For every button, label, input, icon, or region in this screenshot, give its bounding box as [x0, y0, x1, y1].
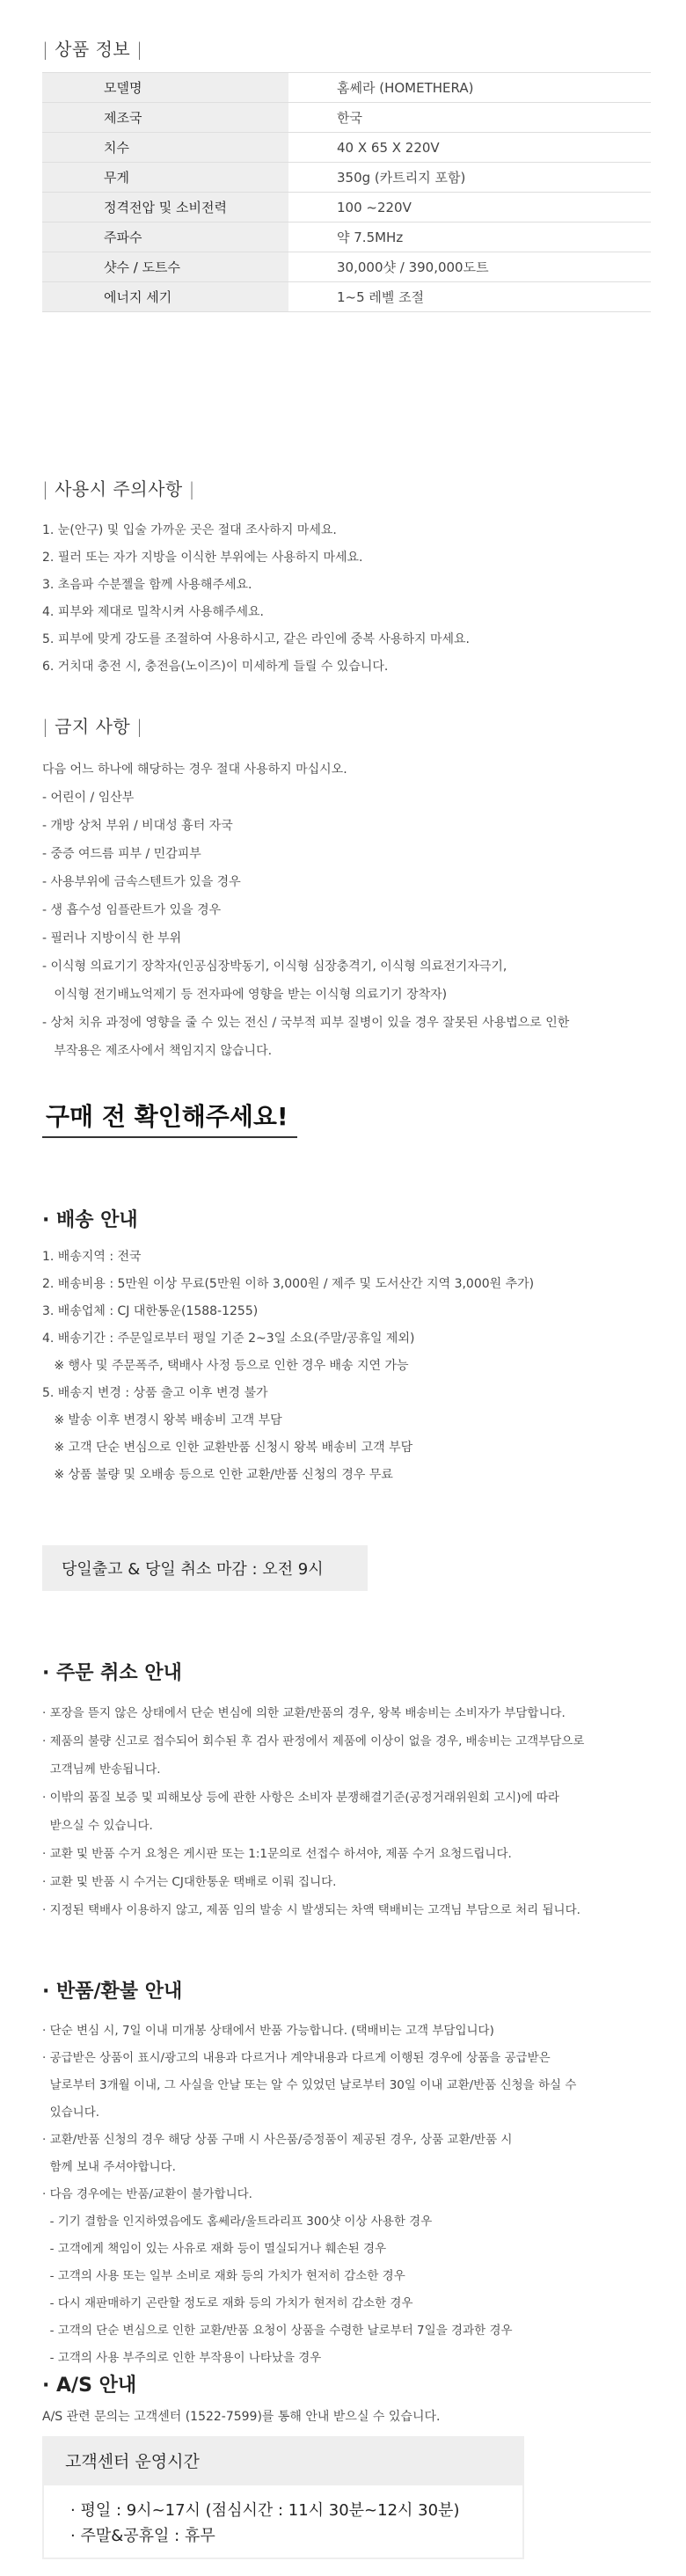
as-text: A/S 관련 문의는 고객센터 (1522-7599)를 통해 안내 받으실 수 있습니다.	[42, 2410, 441, 2424]
spec-value: 홈쎄라 (HOMETHERA)	[337, 80, 474, 96]
prohibition-title: | 금지 사항 |	[42, 716, 143, 737]
spec-label: 무게	[42, 163, 288, 192]
spec-row	[42, 252, 651, 282]
list-item: · 제품의 불량 신고로 접수되어 회수된 후 검사 판정에서 제품에 이상이 없을 경우, 배송비는 고객부담으로	[42, 1734, 585, 1748]
list-item: 함께 보내 주셔야합니다.	[42, 2160, 176, 2174]
list-item: · 단순 변심 시, 7일 이내 미개봉 상태에서 반품 가능합니다. (택배비는 고객 부담입니다)	[42, 2024, 494, 2038]
refund-list	[42, 2018, 658, 2372]
list-item: 5. 피부에 맞게 강도를 조절하여 사용하시고, 같은 라인에 중복 사용하지 마세요.	[42, 632, 471, 646]
as-title: · A/S 안내	[42, 2375, 137, 2397]
list-item: 1. 눈(안구) 및 입술 가까운 곳은 절대 조사하지 마세요.	[42, 523, 337, 537]
list-item: · 공급받은 상품이 표시/광고의 내용과 다르거나 계약내용과 다르게 이행된 경우에 상품을 공급받은	[42, 2051, 551, 2065]
product-info-title: | 상품 정보 |	[42, 39, 143, 60]
spec-label: 제조국	[42, 103, 288, 132]
cs-hours-weekend: · 주말&공휴일 : 휴무	[70, 2527, 215, 2545]
spec-row	[42, 163, 651, 193]
list-item: 1. 배송지역 : 전국	[42, 1250, 142, 1264]
cancel-list	[42, 1699, 658, 1924]
prohibition-list	[42, 755, 658, 1065]
list-item: 부작용은 제조사에서 책임지지 않습니다.	[42, 1044, 273, 1058]
spec-row	[42, 282, 651, 312]
list-item: 4. 배송기간 : 주문일로부터 평일 기준 2~3일 소요(주말/공휴일 제외)	[42, 1332, 415, 1346]
list-item: 2. 필러 또는 자가 지방을 이식한 부위에는 사용하지 마세요.	[42, 551, 363, 565]
spec-label: 정격전압 및 소비전력	[42, 193, 288, 222]
as-text-wrap	[42, 2405, 658, 2428]
list-item: - 고객의 단순 변심으로 인한 교환/반품 요청이 상품을 수령한 날로부터 7일을 경과한 경우	[42, 2324, 513, 2338]
list-item: - 사용부위에 금속스텐트가 있을 경우	[42, 875, 241, 889]
list-item: 3. 초음파 수분젤을 함께 사용해주세요.	[42, 578, 252, 592]
list-item: · 교환 및 반품 시 수거는 CJ대한통운 택배로 이뤄 집니다.	[42, 1875, 337, 1889]
list-item: - 필러나 지방이식 한 부위	[42, 931, 182, 945]
spec-row	[42, 193, 651, 223]
list-item: 4. 피부와 제대로 밀착시켜 사용해주세요.	[42, 605, 264, 619]
list-item: · 다음 경우에는 반품/교환이 불가합니다.	[42, 2187, 252, 2201]
cs-hours-title: 고객센터 운영시간	[42, 2436, 524, 2484]
list-item: - 어린이 / 임산부	[42, 791, 135, 805]
list-item: · 이밖의 품질 보증 및 피해보상 등에 관한 사항은 소비자 분쟁해결기준(공정거래위원회 고시)에 따라	[42, 1791, 559, 1805]
list-item: 이식형 전기배뇨억제기 등 전자파에 영향을 받는 이식형 의료기기 장착자)	[42, 988, 448, 1002]
spec-row	[42, 103, 651, 133]
spec-label: 에너지 세기	[42, 282, 288, 311]
list-item: 날로부터 3개월 이내, 그 사실을 안날 또는 알 수 있었던 날로부터 30일 이내 교환/반품 신청을 하실 수	[42, 2078, 577, 2092]
spec-value: 1~5 레벨 조절	[337, 289, 425, 305]
list-item: ※ 상품 불량 및 오배송 등으로 인한 교환/반품 신청의 경우 무료	[42, 1468, 393, 1482]
list-item: · 교환/반품 신청의 경우 해당 상품 구매 시 사은품/증정품이 제공된 경우, 상품 교환/반품 시	[42, 2133, 513, 2147]
spec-value: 한국	[337, 110, 362, 126]
list-item: 3. 배송업체 : CJ 대한통운(1588-1255)	[42, 1304, 259, 1318]
spec-value: 30,000샷 / 390,000도트	[337, 259, 489, 275]
spec-value: 100 ~220V	[337, 199, 412, 215]
list-item: 2. 배송비용 : 5만원 이상 무료(5만원 이하 3,000원 / 제주 및 도서산간 지역 3,000원 추가)	[42, 1277, 535, 1291]
prohibition-title-text: 금지 사항	[55, 716, 131, 737]
spec-row	[42, 133, 651, 163]
list-item: - 고객의 사용 부주의로 인한 부작용이 나타났을 경우	[42, 2351, 322, 2365]
spec-row	[42, 223, 651, 252]
cutoff-notice: 당일출고 & 당일 취소 마감 : 오전 9시	[42, 1545, 368, 1591]
spec-value: 350g (카트리지 포함)	[337, 170, 466, 186]
cs-hours-weekday: · 평일 : 9시~17시 (점심시간 : 11시 30분~12시 30분)	[70, 2501, 460, 2520]
list-item: · 포장을 뜯지 않은 상태에서 단순 변심에 의한 교환/반품의 경우, 왕복 배송비는 소비자가 부담합니다.	[42, 1706, 566, 1720]
product-info-title-text: 상품 정보	[55, 39, 131, 60]
spec-table	[42, 72, 651, 312]
caution-title-text: 사용시 주의사항	[55, 478, 183, 500]
check-title-underline	[42, 1136, 297, 1138]
list-item: - 생 흡수성 임플란트가 있을 경우	[42, 903, 222, 917]
refund-title: · 반품/환불 안내	[42, 1981, 183, 2003]
spec-label: 치수	[42, 133, 288, 162]
list-item: - 개방 상처 부위 / 비대성 흉터 자국	[42, 819, 233, 833]
list-item: 있습니다.	[42, 2105, 100, 2120]
list-item: ※ 발송 이후 변경시 왕복 배송비 고객 부담	[42, 1413, 282, 1427]
shipping-title: · 배송 안내	[42, 1209, 138, 1231]
list-item: ※ 고객 단순 변심으로 인한 교환반품 신청시 왕복 배송비 고객 부담	[42, 1441, 413, 1455]
list-item: · 지정된 택배사 이용하지 않고, 제품 임의 발송 시 발생되는 차액 택배비는 고객님 부담으로 처리 됩니다.	[42, 1903, 580, 1917]
list-item: 받으실 수 있습니다.	[42, 1819, 153, 1833]
list-item: 6. 거치대 충전 시, 충전음(노이즈)이 미세하게 들릴 수 있습니다.	[42, 660, 389, 674]
spec-label: 샷수 / 도트수	[42, 252, 288, 281]
spec-value: 40 X 65 X 220V	[337, 139, 440, 156]
shipping-list	[42, 1244, 658, 1489]
spec-value: 약 7.5MHz	[337, 230, 404, 245]
list-item: - 이식형 의료기기 장착자(인공심장박동기, 이식형 심장충격기, 이식형 의료전기자극기,	[42, 960, 507, 974]
spec-row	[42, 72, 651, 103]
list-item: 고객님께 반송됩니다.	[42, 1762, 161, 1777]
spec-label: 모델명	[42, 73, 288, 102]
list-item: - 고객의 사용 또는 일부 소비로 재화 등의 가치가 현저히 감소한 경우	[42, 2269, 405, 2283]
check-title: 구매 전 확인해주세요!	[46, 1102, 288, 1131]
spec-label: 주파수	[42, 223, 288, 252]
caution-list	[42, 517, 658, 681]
list-item: · 교환 및 반품 수거 요청은 게시판 또는 1:1문의로 선접수 하셔야, 제품 수거 요청드립니다.	[42, 1847, 512, 1861]
list-item: - 다시 재판매하기 곤란할 정도로 재화 등의 가치가 현저히 감소한 경우	[42, 2296, 413, 2310]
list-item: - 중증 여드름 피부 / 민감피부	[42, 847, 201, 861]
cancel-title: · 주문 취소 안내	[42, 1662, 182, 1684]
caution-title: | 사용시 주의사항 |	[42, 478, 195, 500]
cs-hours-box	[42, 2484, 524, 2559]
list-item: ※ 행사 및 주문폭주, 택배사 사정 등으로 인한 경우 배송 지연 가능	[42, 1359, 409, 1373]
list-item: - 기기 결함을 인지하였음에도 홈쎄라/울트라리프 300샷 이상 사용한 경우	[42, 2215, 433, 2229]
list-item: - 상처 치유 과정에 영향을 줄 수 있는 전신 / 국부적 피부 질병이 있을 경우 잘못된 사용법으로 인한	[42, 1016, 570, 1030]
list-item: 5. 배송지 변경 : 상품 출고 이후 변경 불가	[42, 1386, 268, 1400]
list-item: 다음 어느 하나에 해당하는 경우 절대 사용하지 마십시오.	[42, 763, 347, 777]
list-item: - 고객에게 책임이 있는 사유로 재화 등이 멸실되거나 훼손된 경우	[42, 2242, 387, 2256]
